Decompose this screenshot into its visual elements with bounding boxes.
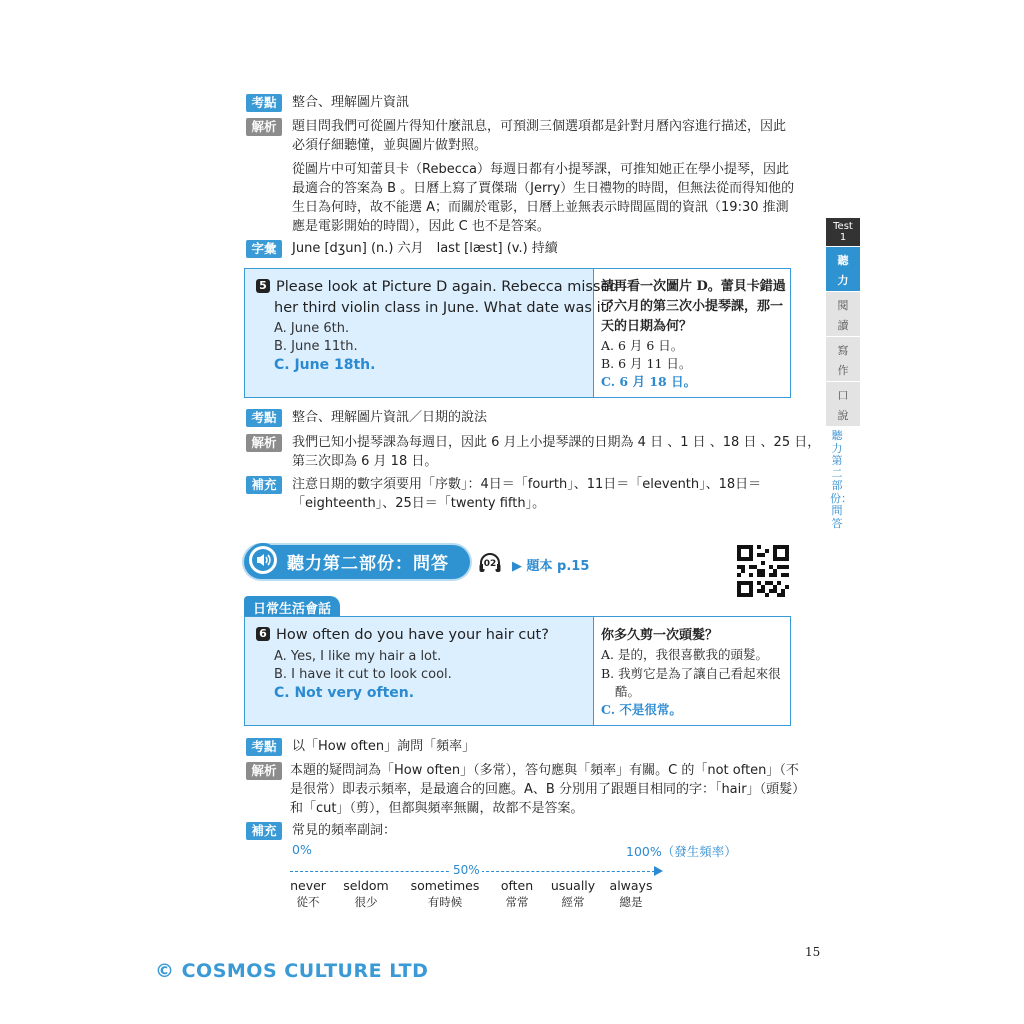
- zh-option-b: B. 6 月 11 日。: [601, 356, 692, 371]
- freq-word-zh: 很少: [354, 895, 378, 909]
- freq-arrow-icon: [654, 866, 663, 876]
- banner-title: 聽力第二部份：問答: [287, 554, 449, 574]
- zh-option-b-cont: 酷。: [615, 684, 641, 699]
- vocab-text: June [dʒun] (n.) 六月 last [læst] (v.) 持續: [292, 241, 558, 256]
- question-number: 5: [256, 279, 270, 293]
- freq-fifty-label: 50%: [453, 863, 480, 877]
- kaodian-text: 整合、理解圖片資訊: [292, 95, 410, 110]
- side-vertical-title: 聽力第二部份：問答: [830, 429, 852, 530]
- freq-word-zh: 總是: [619, 895, 643, 909]
- option-a: A. Yes, I like my hair a lot.: [274, 649, 442, 664]
- freq-zero-label: 0%: [292, 842, 312, 857]
- option-b: B. June 11th.: [274, 339, 358, 354]
- side-tab-listening[interactable]: 聽 力: [826, 247, 860, 292]
- test-label: Test 1: [826, 218, 860, 246]
- page-number: 15: [805, 945, 821, 959]
- freq-word-zh: 經常: [561, 895, 585, 909]
- option-b: B. I have it cut to look cool.: [274, 667, 452, 682]
- option-a: A. June 6th.: [274, 321, 350, 336]
- track-number: 02: [483, 559, 497, 569]
- question-number: 6: [256, 627, 270, 641]
- freq-word: sometimes: [410, 878, 480, 893]
- speaker-icon: [246, 543, 280, 577]
- jiexi-line: 我們已知小提琴課為每週日，因此 6 月上小提琴課的日期為 4 日 、1 日 、18 日 、25 日，: [292, 435, 821, 450]
- zihui-tag: 字彙: [246, 240, 282, 258]
- qr-code[interactable]: [737, 545, 789, 597]
- buchong-line: 「eighteenth」、25日＝「twenty fifth」。: [292, 496, 546, 511]
- question-5-line: her third violin class in June. What date was it?: [274, 300, 614, 316]
- page-ref-link[interactable]: ▶ 題本 p.15: [512, 559, 590, 574]
- zh-option-b: B. 我剪它是為了讓自己看起來很: [601, 666, 781, 681]
- zh-question-line: 了六月的第三次小提琴課，那一: [601, 299, 784, 314]
- freq-word: never: [290, 878, 326, 893]
- zh-question-line: 請再看一次圖片 D。蕾貝卡錯過: [601, 279, 786, 294]
- para-line: 應是電影開始的時間），因此 C 也不是答案。: [292, 219, 550, 234]
- jiexi-line: 第三次即為 6 月 18 日。: [292, 454, 438, 469]
- buchong-tag: 補充: [246, 476, 282, 494]
- freq-word: always: [609, 878, 653, 893]
- jiexi-tag: 解析: [246, 118, 282, 136]
- zh-option-c-answer: C. 不是很常。: [601, 702, 682, 717]
- question-5-line: 5 Please look at Picture D again. Rebecca missed: [256, 277, 619, 298]
- zh-option-c-answer: C. 6 月 18 日。: [601, 374, 697, 389]
- jiexi-tag: 解析: [246, 434, 282, 452]
- jiexi-line: 題目問我們可從圖片得知什麼訊息，可預測三個選項都是針對月曆內容進行描述，因此: [292, 119, 787, 134]
- kaodian-tag: 考點: [246, 738, 282, 756]
- side-tab-reading[interactable]: 閱 讀: [826, 292, 860, 337]
- zh-option-a: A. 6 月 6 日。: [601, 338, 684, 353]
- buchong-tag: 補充: [246, 822, 282, 840]
- side-tab-writing[interactable]: 寫 作: [826, 337, 860, 382]
- freq-word-zh: 從不: [296, 895, 320, 909]
- kaodian-text: 以「How often」詢問「頻率」: [292, 739, 476, 754]
- side-nav: [826, 218, 860, 528]
- copyright-watermark: © COSMOS CULTURE LTD: [155, 960, 429, 982]
- buchong-line: 注意日期的數字須要用「序數」：4日＝「fourth」、11日＝「eleventh」、18日＝: [292, 477, 762, 492]
- kaodian-text: 整合、理解圖片資訊／日期的說法: [292, 410, 488, 425]
- subtitle-text: 日常生活會話: [253, 602, 332, 617]
- freq-word: usually: [550, 878, 596, 893]
- freq-word: seldom: [343, 878, 389, 893]
- jiexi-line: 和「cut」（剪），但都與頻率無關，故都不是答案。: [290, 801, 584, 816]
- jiexi-tag: 解析: [246, 762, 282, 780]
- freq-word-zh: 有時候: [427, 895, 463, 909]
- zh-question: 你多久剪一次頭髮？: [601, 628, 719, 643]
- jiexi-line: 本題的疑問詞為「How often」（多常），答句應與「頻率」有關。C 的「not often」（不: [290, 763, 799, 778]
- option-c-answer: C. Not very often.: [274, 685, 415, 701]
- para-line: 從圖片中可知蕾貝卡（Rebecca）每週日都有小提琴課，可推知她正在學小提琴，因此: [292, 162, 789, 177]
- question-6-line: 6 How often do you have your hair cut?: [256, 625, 549, 646]
- zh-question-line: 天的日期為何？: [601, 319, 693, 334]
- option-c-answer: C. June 18th.: [274, 357, 376, 373]
- freq-hundred-label: 100%（發生頻率）: [626, 844, 737, 859]
- kaodian-tag: 考點: [246, 94, 282, 112]
- freq-word: often: [500, 878, 534, 893]
- jiexi-line: 必須仔細聽懂，並與圖片做對照。: [292, 138, 488, 153]
- para-line: 生日為何時，故不能選 A；而關於電影，日曆上並無表示時間區間的資訊（19:30 推測: [292, 200, 789, 215]
- buchong-text: 常見的頻率副詞：: [292, 823, 397, 838]
- para-line: 最適合的答案為 B 。日曆上寫了賈傑瑞（Jerry）生日禮物的時間，但無法從而得知他的: [292, 181, 795, 196]
- freq-word-zh: 常常: [505, 895, 529, 909]
- kaodian-tag: 考點: [246, 409, 282, 427]
- side-tab-speaking[interactable]: 口 說: [826, 382, 860, 427]
- jiexi-line: 是很常）即表示頻率，是最適合的回應。A、B 分別用了跟題目相同的字：「hair」（頭髮）: [290, 782, 806, 797]
- zh-option-a: A. 是的，我很喜歡我的頭髮。: [601, 647, 768, 662]
